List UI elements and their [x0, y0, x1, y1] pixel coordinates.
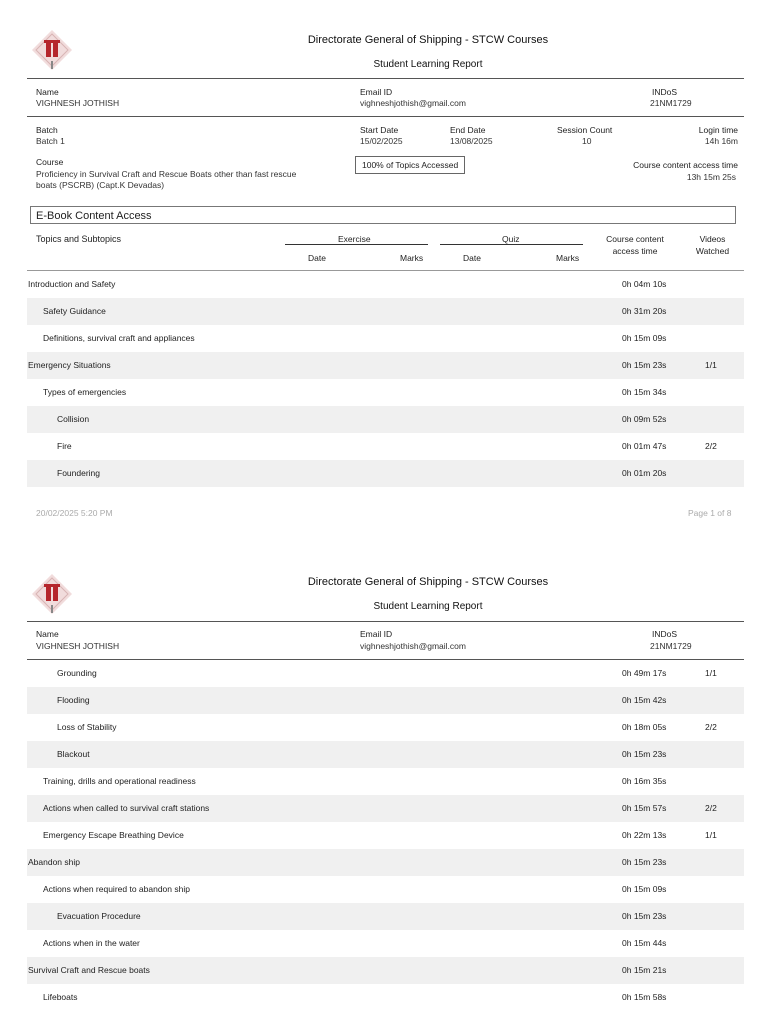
table-row	[27, 660, 744, 687]
report-header-title: Directorate General of Shipping - STCW Courses	[307, 576, 549, 588]
row-access-time: 0h 15m 34s	[622, 387, 667, 397]
info-divider	[27, 116, 744, 117]
indos-label: INDoS	[652, 629, 678, 639]
student-name: VIGHNESH JOTHISH	[36, 98, 120, 108]
student-name: VIGHNESH JOTHISH	[36, 641, 120, 651]
th-quiz: Quiz	[502, 234, 520, 244]
th-access-line1: Course content	[606, 234, 664, 244]
th-videos-line1: Videos	[699, 234, 726, 244]
row-access-time: 0h 49m 17s	[622, 668, 667, 678]
footer-page-number: Page 1 of 8	[688, 508, 732, 518]
table-row	[27, 957, 744, 984]
row-access-time: 0h 15m 21s	[622, 965, 667, 975]
row-topic: Grounding	[57, 668, 97, 678]
page-separator	[0, 540, 768, 566]
th-topics: Topics and Subtopics	[36, 234, 122, 244]
row-topic: Collision	[57, 414, 90, 424]
row-topic: Types of emergencies	[43, 387, 127, 397]
quiz-rule	[440, 244, 583, 245]
course-name-line1: Proficiency in Survival Craft and Rescue Boats other than fast rescue	[36, 169, 297, 179]
row-access-time: 0h 15m 58s	[622, 992, 667, 1002]
row-videos: 1/1	[705, 830, 717, 840]
table-row	[27, 687, 744, 714]
table-row	[27, 822, 744, 849]
indos-number: 21NM1729	[650, 98, 692, 108]
login-time-label: Login time	[698, 125, 738, 135]
topics-accessed-badge: 100% of Topics Accessed	[355, 156, 465, 174]
row-access-time: 0h 09m 52s	[622, 414, 667, 424]
session-count-value: 10	[582, 136, 592, 146]
table-row	[27, 379, 744, 406]
row-access-time: 0h 04m 10s	[622, 279, 667, 289]
table-row	[27, 271, 744, 298]
row-topic: Safety Guidance	[43, 306, 106, 316]
indos-number: 21NM1729	[650, 641, 692, 651]
report-header-subtitle: Student Learning Report	[373, 59, 483, 70]
row-topic: Abandon ship	[28, 857, 80, 867]
row-access-time: 0h 16m 35s	[622, 776, 667, 786]
row-access-time: 0h 01m 20s	[622, 468, 667, 478]
row-access-time: 0h 15m 23s	[622, 749, 667, 759]
course-access-label: Course content access time	[633, 160, 738, 170]
table-row	[27, 849, 744, 876]
table-row	[27, 325, 744, 352]
course-access-time: 13h 15m 25s	[686, 172, 736, 182]
row-videos: 2/2	[705, 441, 717, 451]
th-videos-line2: Watched	[695, 246, 730, 256]
report-page-2	[0, 566, 768, 1024]
end-date-value: 13/08/2025	[450, 136, 493, 146]
login-time-value: 14h 16m	[704, 136, 738, 146]
section-title-ebook: E-Book Content Access	[30, 206, 736, 224]
start-date-value: 15/02/2025	[360, 136, 403, 146]
table-row	[27, 930, 744, 957]
report-header-subtitle: Student Learning Report	[373, 601, 483, 612]
table-row	[27, 768, 744, 795]
row-topic: Definitions, survival craft and appliances	[43, 333, 195, 343]
row-access-time: 0h 15m 23s	[622, 857, 667, 867]
table-row	[27, 984, 744, 1011]
table-row	[27, 876, 744, 903]
row-topic: Fire	[57, 441, 72, 451]
report-header-title: Directorate General of Shipping - STCW Courses	[307, 34, 549, 46]
table-row	[27, 406, 744, 433]
row-topic: Actions when called to survival craft stations	[43, 803, 210, 813]
row-topic: Lifeboats	[43, 992, 78, 1002]
row-access-time: 0h 15m 23s	[622, 360, 667, 370]
row-topic: Actions when in the water	[43, 938, 140, 948]
student-email: vighneshjothish@gmail.com	[360, 641, 466, 651]
student-email: vighneshjothish@gmail.com	[360, 98, 466, 108]
row-access-time: 0h 15m 57s	[622, 803, 667, 813]
indos-label: INDoS	[652, 87, 678, 97]
table-row	[27, 714, 744, 741]
course-label: Course	[36, 157, 64, 167]
row-videos: 1/1	[705, 668, 717, 678]
table-row	[27, 795, 744, 822]
footer-print-date: 20/02/2025 5:20 PM	[36, 508, 113, 518]
batch-value: Batch 1	[36, 136, 65, 146]
row-access-time: 0h 01m 47s	[622, 441, 667, 451]
th-exercise: Exercise	[338, 234, 371, 244]
row-access-time: 0h 15m 09s	[622, 333, 667, 343]
row-topic: Introduction and Safety	[28, 279, 116, 289]
batch-label: Batch	[36, 125, 58, 135]
table-row	[27, 741, 744, 768]
row-access-time: 0h 31m 20s	[622, 306, 667, 316]
row-topic: Loss of Stability	[57, 722, 117, 732]
row-topic: Evacuation Procedure	[57, 911, 141, 921]
th-quiz-marks: Marks	[556, 253, 580, 263]
row-topic: Emergency Situations	[28, 360, 111, 370]
row-topic: Survival Craft and Rescue boats	[28, 965, 150, 975]
course-name-line2: boats (PSCRB) (Capt.K Devadas)	[36, 180, 165, 190]
row-videos: 2/2	[705, 722, 717, 732]
name-label: Name	[36, 629, 59, 639]
row-topic: Training, drills and operational readiness	[43, 776, 196, 786]
table-row	[27, 298, 744, 325]
th-quiz-date: Date	[463, 253, 481, 263]
table-row	[27, 903, 744, 930]
table-row	[27, 352, 744, 379]
email-label: Email ID	[360, 629, 393, 639]
th-exercise-date: Date	[308, 253, 326, 263]
row-videos: 1/1	[705, 360, 717, 370]
email-label: Email ID	[360, 87, 393, 97]
th-access-line2: access time	[612, 246, 658, 256]
exercise-rule	[285, 244, 428, 245]
table-row	[27, 433, 744, 460]
row-access-time: 0h 15m 42s	[622, 695, 667, 705]
row-topic: Flooding	[57, 695, 90, 705]
row-topic: Actions when required to abandon ship	[43, 884, 190, 894]
row-topic: Emergency Escape Breathing Device	[43, 830, 184, 840]
start-date-label: Start Date	[360, 125, 399, 135]
row-topic: Foundering	[57, 468, 101, 478]
row-videos: 2/2	[705, 803, 717, 813]
session-count-label: Session Count	[557, 125, 613, 135]
name-label: Name	[36, 87, 59, 97]
table-row	[27, 460, 744, 487]
header-divider	[27, 621, 744, 622]
row-access-time: 0h 15m 44s	[622, 938, 667, 948]
row-access-time: 0h 18m 05s	[622, 722, 667, 732]
row-access-time: 0h 15m 09s	[622, 884, 667, 894]
row-access-time: 0h 22m 13s	[622, 830, 667, 840]
row-access-time: 0h 15m 23s	[622, 911, 667, 921]
row-topic: Blackout	[57, 749, 90, 759]
header-divider	[27, 78, 744, 79]
end-date-label: End Date	[450, 125, 486, 135]
th-exercise-marks: Marks	[400, 253, 424, 263]
